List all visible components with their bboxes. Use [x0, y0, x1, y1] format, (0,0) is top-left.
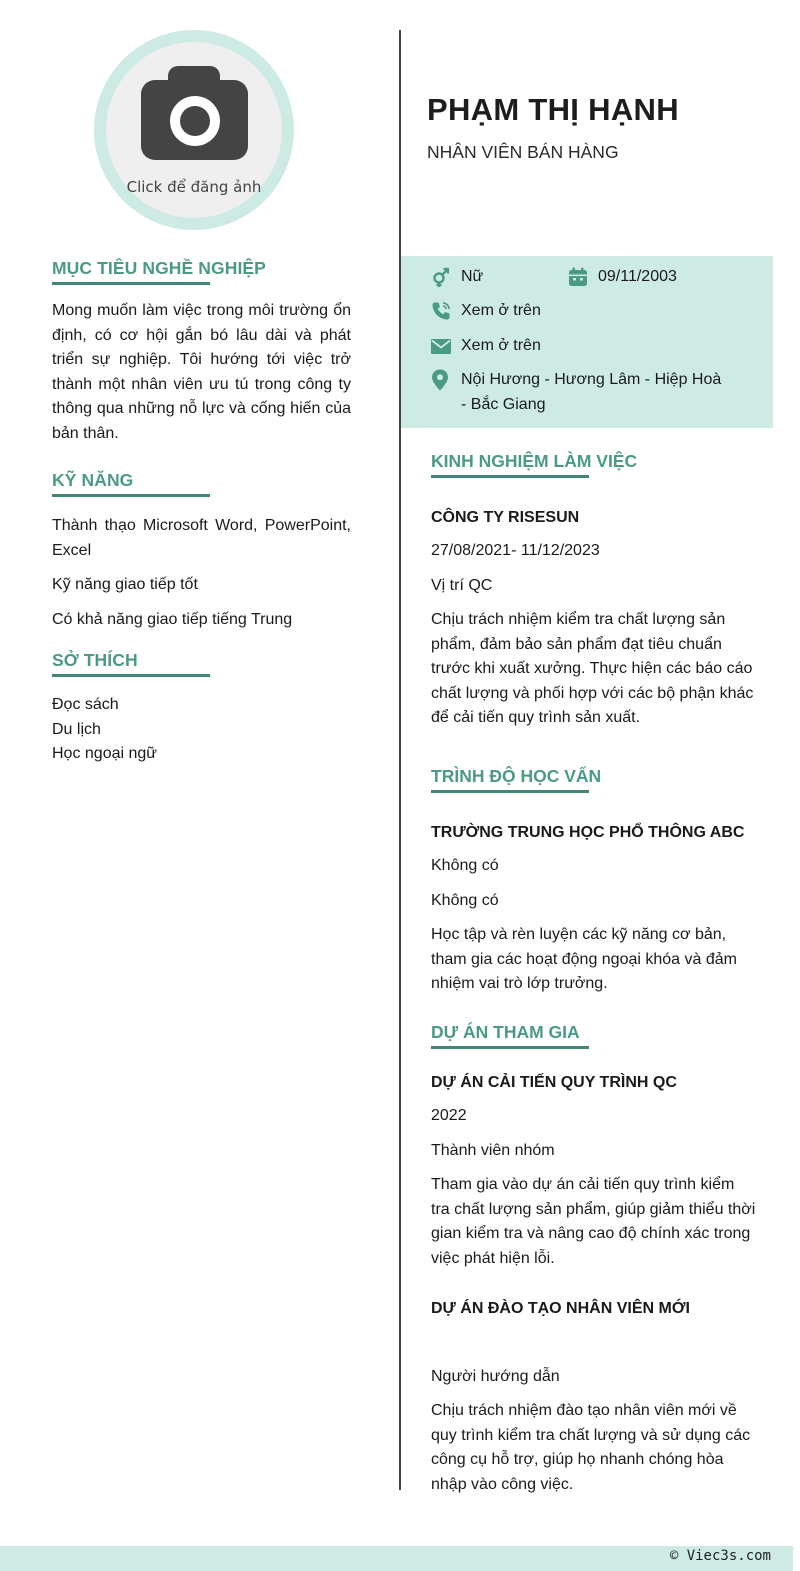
- address-value: [461, 368, 721, 417]
- projects-section: [431, 1022, 756, 1497]
- skill-item: Thành thạo Microsoft Word, PowerPoint, Excel: [52, 517, 351, 559]
- project-name: DỰ ÁN ĐÀO TẠO NHÂN VIÊN MỚI: [431, 1300, 690, 1317]
- email-value: Xem ở trên: [461, 337, 541, 354]
- gender-value: Nữ: [461, 268, 484, 285]
- skills-title: KỸ NĂNG: [52, 470, 351, 497]
- email-icon: [431, 334, 461, 358]
- hobbies-title: SỞ THÍCH: [52, 650, 351, 677]
- hobby-item: Học ngoại ngữ: [52, 745, 157, 762]
- address-line: Nội Hương - Hương Lâm - Hiệp Hoà: [461, 371, 722, 388]
- phone-row: [431, 299, 541, 324]
- hobbies-section: [52, 650, 351, 767]
- education-title: TRÌNH ĐỘ HỌC VẤN: [431, 766, 756, 793]
- birthdate-value: 09/11/2003: [598, 268, 677, 285]
- project-role: Thành viên nhóm: [431, 1141, 555, 1159]
- experience-description: Chịu trách nhiệm kiểm tra chất lượng sản phẩm, đảm bảo sản phẩm đạt tiêu chuẩn trước khi xuất xưởng. Thực hiện các báo cáo chất lượng và phối hợp với các bộ phận khác để cải tiến quy trình sản xuất.: [431, 611, 754, 726]
- education-school: TRƯỜNG TRUNG HỌC PHỔ THÔNG ABC: [431, 824, 745, 841]
- camera-lens-icon: [170, 96, 220, 146]
- education-description: Học tập và rèn luyện các kỹ năng cơ bản, tham gia các hoạt động ngoại khóa và đảm nhiệm vai trò lớp trưởng.: [431, 926, 737, 992]
- experience-title: KINH NGHIỆM LÀM VIỆC: [431, 451, 756, 478]
- projects-title: DỰ ÁN THAM GIA: [431, 1022, 756, 1049]
- email-row: [431, 334, 541, 359]
- address-line: - Bắc Giang: [461, 395, 546, 413]
- copyright-text: © Viec3s.com: [669, 1548, 771, 1564]
- hobby-item: Du lịch: [52, 720, 101, 738]
- skill-item: Kỹ năng giao tiếp tốt: [52, 576, 198, 593]
- upload-photo-label: Click để đăng ảnh: [126, 178, 262, 196]
- contact-box: [401, 256, 773, 428]
- avatar-upload[interactable]: [94, 30, 294, 230]
- experience-role: Vị trí QC: [431, 576, 493, 594]
- experience-section: [431, 451, 756, 731]
- address-row: [431, 368, 751, 417]
- experience-period: 27/08/2021- 11/12/2023: [431, 542, 600, 559]
- phone-icon: [431, 299, 461, 323]
- calendar-icon: [568, 265, 598, 289]
- location-pin-icon: [431, 368, 461, 392]
- project-year: [431, 1330, 756, 1355]
- project-description: Tham gia vào dự án cải tiến quy trình kiểm tra chất lượng sản phẩm, giúp giảm thiểu thời gian kiểm tra và nâng cao độ chính xác trong việc phát hiện lỗi.: [431, 1176, 756, 1267]
- experience-company: CÔNG TY RISESUN: [431, 509, 580, 526]
- project-description: Chịu trách nhiệm đào tạo nhân viên mới về quy trình kiểm tra chất lượng và sử dụng các công cụ hỗ trợ, giúp họ nhanh chóng hòa nhập vào công việc.: [431, 1402, 751, 1493]
- hobby-item: Đọc sách: [52, 696, 119, 713]
- project-name: DỰ ÁN CẢI TIẾN QUY TRÌNH QC: [431, 1074, 677, 1091]
- objective-title: MỤC TIÊU NGHỀ NGHIỆP: [52, 258, 351, 285]
- education-detail: Không có: [431, 891, 499, 909]
- gender-row: [431, 265, 483, 290]
- skill-item: Có khả năng giao tiếp tiếng Trung: [52, 610, 293, 628]
- project-year: 2022: [431, 1107, 467, 1124]
- skills-section: [52, 470, 351, 632]
- footer-bar: [0, 1546, 793, 1571]
- objective-section: [52, 258, 351, 446]
- candidate-position: NHÂN VIÊN BÁN HÀNG: [427, 142, 619, 162]
- candidate-name: PHẠM THỊ HẠNH: [427, 92, 679, 127]
- birthdate-row: [568, 265, 677, 290]
- phone-value: Xem ở trên: [461, 302, 541, 319]
- project-role: Người hướng dẫn: [431, 1367, 560, 1385]
- objective-text: Mong muốn làm việc trong môi trường ổn định, có cơ hội gắn bó lâu dài và phát triển sự nghiệp. Tôi hướng tới việc trở thành một nhân viên ưu tú trong công ty thông qua những nỗ lực và cống hiến của bản thân.: [52, 302, 351, 442]
- column-divider: [399, 30, 401, 1490]
- avatar-placeholder[interactable]: [106, 42, 282, 218]
- education-section: [431, 766, 756, 997]
- gender-icon: [431, 265, 461, 289]
- education-detail: Không có: [431, 857, 499, 874]
